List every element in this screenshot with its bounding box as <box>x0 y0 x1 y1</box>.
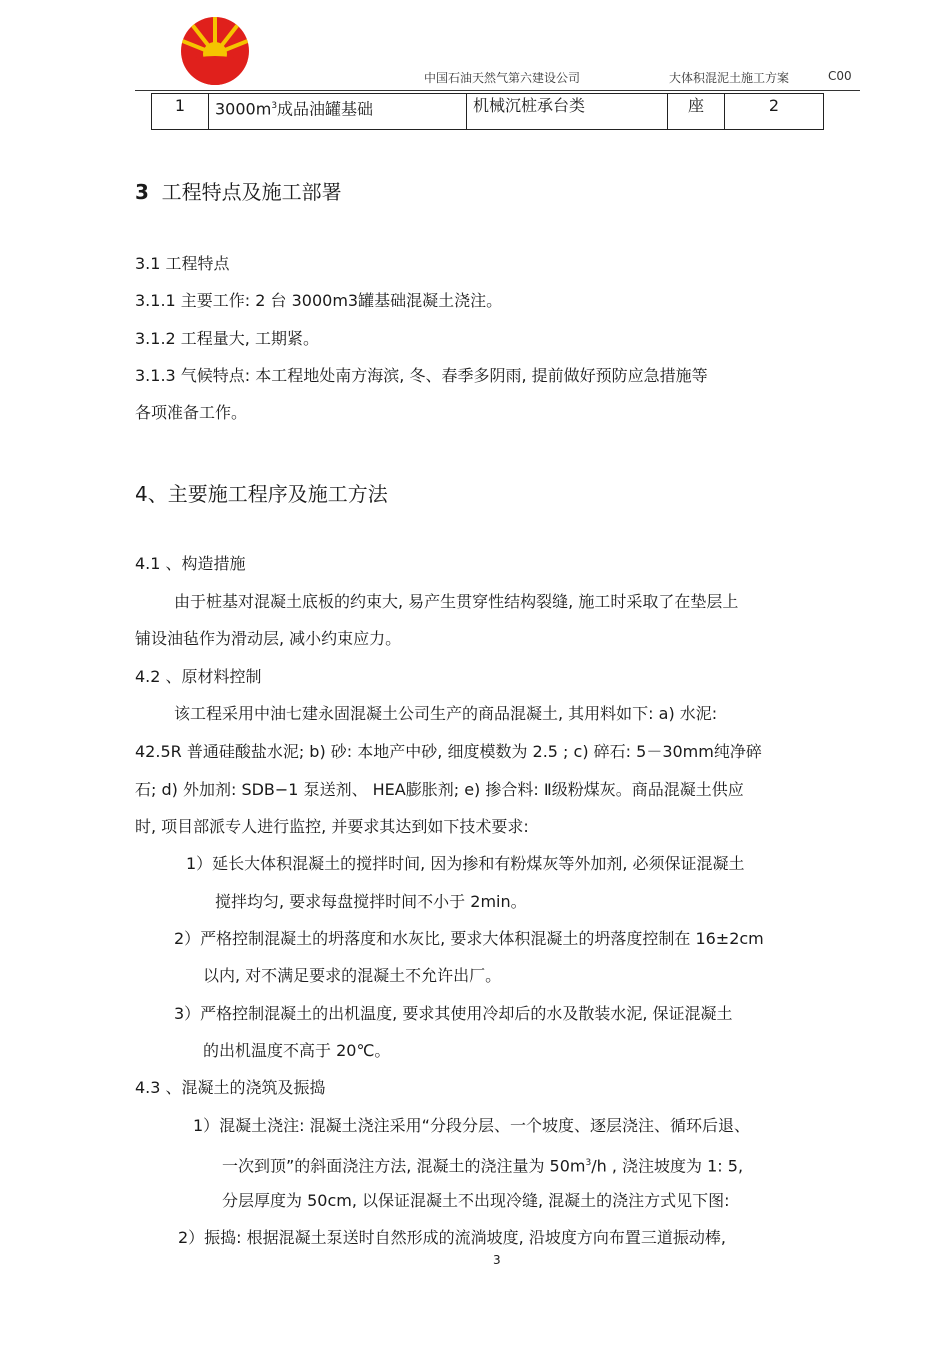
section-4-3: 4.3 、混凝土的浇筑及振捣 <box>135 1078 326 1097</box>
item-3-line1: 3）严格控制混凝土的出机温度, 要求其使用冷却后的水及散装水泥, 保证混凝土 <box>174 1004 733 1023</box>
item-3-line2: 的出机温度不高于 20℃。 <box>203 1041 391 1060</box>
para-4-1-line1: 由于桩基对混凝土底板的约束大, 易产生贯穿性结构裂缝, 施工时采取了在垫层上 <box>174 592 739 611</box>
page-number: 3 <box>493 1253 501 1267</box>
cell-name: $3000m^3$成品油罐基础 <box>209 94 467 130</box>
header-doc-title: 大体积混泥土施工方案 <box>669 71 790 85</box>
header-rule <box>135 90 860 91</box>
pour-item-1-line3: 分层厚度为 50cm, 以保证混凝土不出现冷缝, 混凝土的浇注方式见下图: <box>222 1191 730 1210</box>
cell-unit: 座 <box>668 94 725 130</box>
section-3-1-3-cont: 各项准备工作。 <box>135 403 248 422</box>
para-4-2-line4: 时, 项目部派专人进行监控, 并要求其达到如下技术要求: <box>135 817 529 836</box>
item-1-line1: 1）延长大体积混凝土的搅拌时间, 因为掺和有粉煤灰等外加剂, 必须保证混凝土 <box>186 854 745 873</box>
section-4-heading: 4、主要施工程序及施工方法 <box>135 482 388 506</box>
header-company: 中国石油天然气第六建设公司 <box>424 71 581 85</box>
para-4-2-line3: 石; d) 外加剂: SDB−1 泵送剂、 HEA膨胀剂; e) 掺合料: Ⅱ级粉煤灰。商品混凝土供应 <box>135 780 744 799</box>
vibrate-item-2-line1: 2）振捣: 根据混凝土泵送时自然形成的流淌坡度, 沿坡度方向布置三道振动棒, <box>178 1228 726 1247</box>
para-4-2-line1: 该工程采用中油七建永固混凝土公司生产的商品混凝土, 其用料如下: a) 水泥: <box>174 704 718 723</box>
section-4-1: 4.1 、构造措施 <box>135 554 246 573</box>
section-3-heading: 3 工程特点及施工部署 <box>135 180 342 204</box>
project-table <box>151 93 824 130</box>
section-3-1-2: 3.1.2 工程量大, 工期紧。 <box>135 329 319 348</box>
pour-item-1-line1: 1）混凝土浇注: 混凝土浇注采用“分段分层、一个坡度、逐层浇注、循环后退、 <box>193 1116 750 1135</box>
section-4-2: 4.2 、原材料控制 <box>135 667 262 686</box>
para-4-1-line2: 铺设油毡作为滑动层, 减小约束应力。 <box>135 629 402 648</box>
cell-qty: 2 <box>725 94 824 130</box>
section-3-1: 3.1 工程特点 <box>135 254 230 273</box>
cell-no: 1 <box>152 94 209 130</box>
item-2-line2: 以内, 对不满足要求的混凝土不允许出厂。 <box>203 966 502 985</box>
section-3-1-1: 3.1.1 主要工作: 2 台 3000m3罐基础混凝土浇注。 <box>135 291 503 310</box>
item-2-line1: 2）严格控制混凝土的坍落度和水灰比, 要求大体积混凝土的坍落度控制在 16±2cm <box>174 929 764 948</box>
company-logo-icon <box>178 14 252 86</box>
header-code: C00 <box>828 69 852 83</box>
pour-item-1-line2: 一次到顶”的斜面浇注方法, 混凝土的浇注量为 $50m^3/h$ , 浇注坡度为 1: 5, <box>222 1156 744 1176</box>
table-row <box>152 94 824 130</box>
item-1-line2: 搅拌均匀, 要求每盘搅拌时间不小于 2min。 <box>215 892 527 911</box>
para-4-2-line2: 42.5R 普通硅酸盐水泥; b) 砂: 本地产中砂, 细度模数为 2.5 ; c) 碎石: 5－30mm纯净碎 <box>135 742 762 761</box>
section-3-1-3: 3.1.3 气候特点: 本工程地处南方海滨, 冬、春季多阴雨, 提前做好预防应急措施等 <box>135 366 708 385</box>
cell-type: 机械沉桩承台类 <box>467 94 668 130</box>
